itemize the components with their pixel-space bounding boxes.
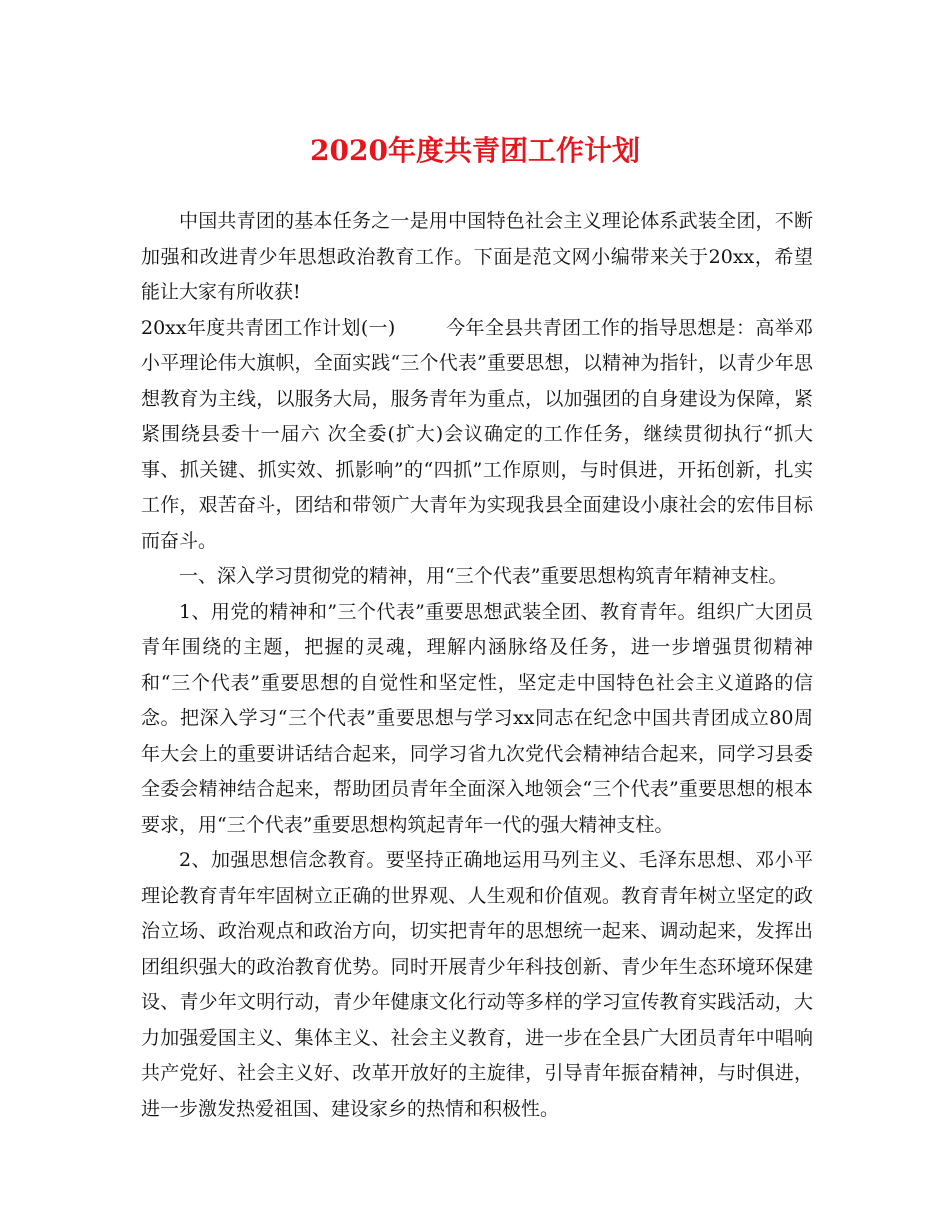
section-paragraph xyxy=(141,311,813,560)
item-one-paragraph: 1、用党的精神和”三个代表”重要思想武装全团、教育青年。组织广大团员青年围绕的主题，把握的灵魂，理解内涵脉络及任务，进一步增强贯彻精神和“三个代表”重要思想的自觉性和坚定性，坚定走中国特色社会主义道路的信念。把深入学习“三个代表”重要思想与学习xx同志在纪念中国共青团成立80周年大会上的重要讲话结合起来，同学习省九次党代会精神结合起来，同学习县委全委会精神结合起来，帮助团员青年全面深入地领会“三个代表”重要思想的根本要求，用“三个代表”重要思想构筑起青年一代的强大精神支柱。 xyxy=(141,600,813,836)
heading-one: 一、深入学习贯彻党的精神，用“三个代表”重要思想构筑青年精神支柱。 xyxy=(179,565,788,587)
intro-paragraph: 中国共青团的基本任务之一是用中国特色社会主义理论体系武装全团，不断加强和改进青少年思想政治教育工作。下面是范文网小编带来关于20xx，希望能让大家有所收获! xyxy=(141,210,813,303)
section-gap xyxy=(395,317,446,339)
section-text: 今年全县共青团工作的指导思想是：高举邓小平理论伟大旗帜，全面实践“三个代表”重要思想，以精神为指针，以青少年思想教育为主线，以服务大局，服务青年为重点，以加强团的自身建设为保障，紧紧围绕县委十一届六 次全委(扩大)会议确定的工作任务，继续贯彻执行“抓大事、抓关键、抓实效、抓影响”的“四抓”工作原则，与时俱进，开拓创新，扎实工作，艰苦奋斗，团结和带领广大青年为实现我县全面建设小康社会的宏伟目标而奋斗。 xyxy=(141,316,813,552)
section-label: 20xx年度共青团工作计划(一) xyxy=(141,316,396,339)
document-title: 2020年度共青团工作计划 xyxy=(310,134,640,167)
document-body xyxy=(141,204,813,1127)
item-two-paragraph: 2、加强思想信念教育。要坚持正确地运用马列主义、毛泽东思想、邓小平理论教育青年牢固树立正确的世界观、人生观和价值观。教育青年树立坚定的政治立场、政治观点和政治方向，切实把青年的思想统一起来、调动起来，发挥出团组织强大的政治教育优势。同时开展青少年科技创新、青少年生态环境环保建设、青少年文明行动，青少年健康文化行动等多样的学习宣传教育实践活动，大力加强爱国主义、集体主义、社会主义教育，进一步在全县广大团员青年中唱响共产党好、社会主义好、改革开放好的主旋律，引导青年振奋精神，与时俱进，进一步激发热爱祖国、建设家乡的热情和积极性。 xyxy=(141,849,813,1120)
